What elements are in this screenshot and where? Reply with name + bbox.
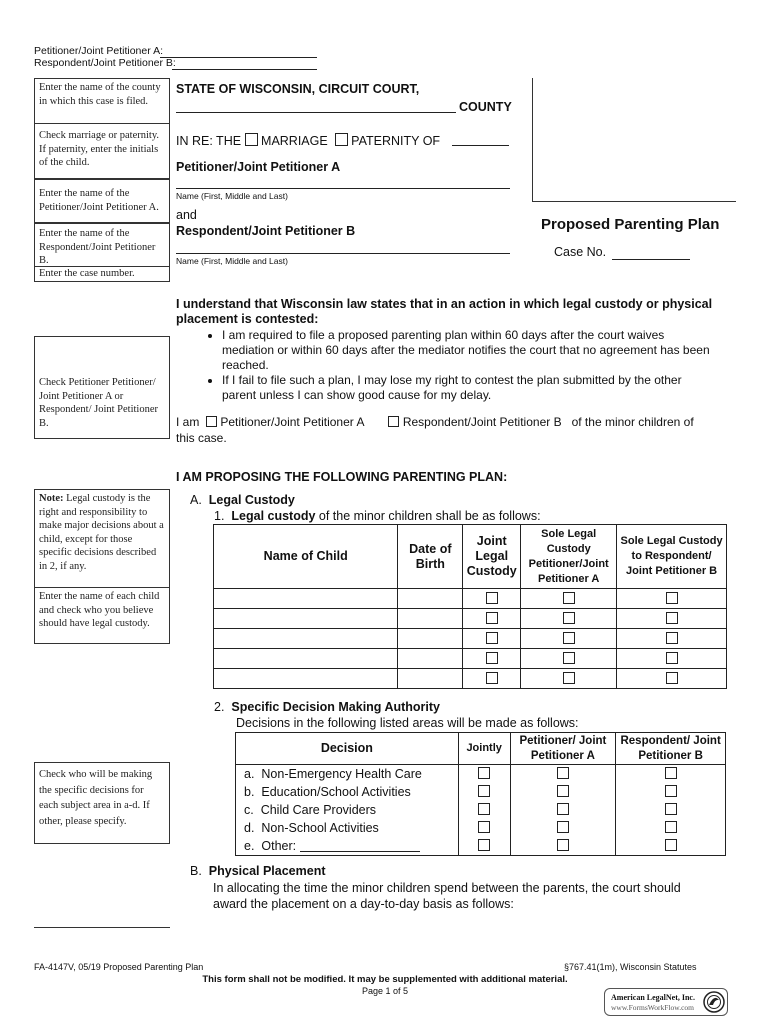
decision-title: Specific Decision Making Authority: [231, 700, 440, 714]
doc-title: [541, 216, 719, 233]
this-case-text: this case.: [176, 431, 227, 445]
col-sole-a: Sole Legal Custody Petitioner/Joint Petitioner A: [521, 525, 617, 589]
section-heading: [176, 470, 507, 484]
pet-a-checkbox[interactable]: [557, 785, 569, 797]
resp-b-cell: [616, 837, 726, 856]
decision-label: Education/School Activities: [261, 785, 411, 799]
joint-cell: [463, 589, 521, 609]
hint-county-text: Enter the name of the county in which this case is filed.: [39, 82, 161, 107]
decision-letter: b.: [244, 785, 255, 799]
dob-cell[interactable]: [398, 649, 463, 669]
decision-table: [235, 732, 726, 856]
legal-custody-heading: [190, 493, 295, 507]
custody-row: [214, 629, 727, 649]
county-suffix-text: COUNTY: [459, 100, 512, 114]
legal-custody-title: Legal Custody: [208, 493, 295, 507]
petitioner-header: [34, 45, 163, 57]
petitioner-name-caption-text: Name (First, Middle and Last): [176, 191, 288, 201]
col-jointly: Jointly: [458, 733, 510, 765]
and-label: [176, 208, 197, 222]
hint-decision-check: [34, 762, 170, 844]
pet-a-cell: [510, 837, 616, 856]
brand-badge: [604, 988, 728, 1016]
custody-row: [214, 589, 727, 609]
sole-a-checkbox[interactable]: [563, 672, 575, 684]
sole-b-cell: [617, 629, 727, 649]
and-text: and: [176, 208, 197, 222]
jointly-cell: [458, 819, 510, 837]
legal-custody-item-bold: Legal custody: [231, 509, 316, 523]
footer-statute-text: §767.41(1m), Wisconsin Statutes: [564, 962, 697, 972]
respondent-name-field[interactable]: [176, 241, 510, 254]
petitioner-heading: [176, 160, 340, 174]
decision-row: [236, 837, 726, 856]
placement-heading: [190, 864, 326, 878]
hint-child-names-text: Enter the name of each child and check who you believe should have legal custody.: [39, 591, 160, 629]
party-selection: [176, 415, 694, 429]
footer-page-text: Page 1 of 5: [361, 986, 409, 996]
dob-cell[interactable]: [398, 629, 463, 649]
decision-label: Non-School Activities: [261, 821, 379, 835]
paternity-checkbox[interactable]: [335, 133, 348, 146]
caption-divider-bottom: [532, 201, 736, 202]
county-suffix: [459, 100, 512, 114]
placement-letter: B.: [190, 864, 202, 878]
hint-decision-check-text: Check who will be making the specific decisions for each subject area in a-d. If other, please specify.: [39, 769, 153, 827]
paternity-label: PATERNITY OF: [351, 134, 441, 148]
decision-label-cell: [236, 765, 459, 784]
sole-a-cell: [521, 649, 617, 669]
marriage-label: MARRIAGE: [261, 134, 328, 148]
decision-label: Other:: [261, 839, 297, 853]
decision-heading: [214, 700, 440, 714]
footer-statute: [564, 962, 697, 972]
pet-a-checkbox[interactable]: [557, 767, 569, 779]
petitioner-name-caption: [176, 191, 288, 201]
col-pet-a: Petitioner/ Joint Petitioner A: [510, 733, 616, 765]
resp-b-checkbox[interactable]: [665, 821, 677, 833]
sole-b-checkbox[interactable]: [666, 672, 678, 684]
hint-petitioner-name: [34, 179, 170, 223]
joint-cell: [463, 629, 521, 649]
sole-a-checkbox[interactable]: [563, 612, 575, 624]
pet-a-checkbox[interactable]: [557, 803, 569, 815]
doc-title-text: Proposed Parenting Plan: [541, 216, 720, 233]
petitioner-heading-text: Petitioner/Joint Petitioner A: [176, 160, 341, 174]
sole-a-cell: [521, 609, 617, 629]
child-name-cell[interactable]: [214, 669, 398, 689]
decision-subtitle: [236, 716, 579, 730]
joint-checkbox[interactable]: [486, 592, 498, 604]
hint-note-label: Note:: [39, 493, 64, 504]
resp-b-checkbox[interactable]: [665, 785, 677, 797]
respondent-heading: [176, 224, 355, 238]
sole-b-cell: [617, 609, 727, 629]
jointly-checkbox[interactable]: [478, 803, 490, 815]
other-specify-field[interactable]: [300, 840, 420, 852]
hint-child-names: [34, 587, 170, 644]
decision-row: [236, 765, 726, 784]
respondent-name-caption: [176, 256, 288, 266]
joint-cell: [463, 609, 521, 629]
pet-a-cell: [510, 765, 616, 784]
resp-b-cell: [616, 819, 726, 837]
petitioner-a-option: Petitioner/Joint Petitioner A: [220, 415, 364, 429]
footnote-rule: [34, 927, 170, 928]
sole-a-cell: [521, 669, 617, 689]
jointly-checkbox[interactable]: [478, 839, 490, 851]
court-title: [176, 82, 419, 96]
legal-custody-table: [213, 524, 727, 689]
sole-b-cell: [617, 589, 727, 609]
legal-custody-item-rest: of the minor children shall be as follows:: [315, 509, 541, 523]
paternity-initials-field[interactable]: [452, 133, 509, 146]
joint-checkbox[interactable]: [486, 652, 498, 664]
sole-a-checkbox[interactable]: [563, 632, 575, 644]
brand-name: American LegalNet, Inc.: [611, 993, 695, 1002]
case-no-text: Case No.: [554, 245, 607, 259]
marriage-checkbox[interactable]: [245, 133, 258, 146]
decision-letter: c.: [244, 803, 254, 817]
custody-row: [214, 609, 727, 629]
hint-case-number: [34, 266, 170, 282]
decision-row: [236, 801, 726, 819]
footer-form-id-text: FA-4147V, 05/19 Proposed Parenting Plan: [34, 962, 204, 972]
jointly-cell: [458, 783, 510, 801]
decision-letter: d.: [244, 821, 255, 835]
col-joint: Joint Legal Custody: [463, 525, 521, 589]
decision-letter: a.: [244, 767, 255, 781]
child-name-cell[interactable]: [214, 589, 398, 609]
joint-checkbox[interactable]: [486, 612, 498, 624]
intro-bullets: [174, 328, 714, 403]
respondent-name-caption-text: Name (First, Middle and Last): [176, 256, 288, 266]
caption-divider: [532, 78, 533, 202]
respondent-header: [34, 57, 176, 69]
jointly-checkbox[interactable]: [478, 821, 490, 833]
sole-a-checkbox[interactable]: [563, 652, 575, 664]
joint-cell: [463, 649, 521, 669]
in-re-text: IN RE: THE: [176, 134, 242, 148]
pet-a-checkbox[interactable]: [557, 821, 569, 833]
legal-custody-item: [214, 509, 541, 523]
col-sole-b: Sole Legal Custody to Respondent/ Joint Petitioner B: [617, 525, 727, 589]
hint-respondent-name: [34, 223, 170, 267]
dob-cell[interactable]: [398, 669, 463, 689]
child-name-cell[interactable]: [214, 609, 398, 629]
legal-custody-letter: A.: [190, 493, 202, 507]
case-no-label: [554, 245, 606, 259]
hint-petitioner-name-text: Enter the name of the Petitioner/Joint Petitioner A.: [39, 188, 159, 213]
child-name-cell[interactable]: [214, 629, 398, 649]
respondent-header-label: Respondent/Joint Petitioner B:: [34, 57, 176, 69]
jointly-cell: [458, 801, 510, 819]
decision-item-num: 2.: [214, 700, 225, 714]
footer-notice-text: This form shall not be modified. It may be supplemented with additional material.: [202, 974, 568, 985]
decision-row: [236, 819, 726, 837]
sole-b-checkbox[interactable]: [666, 612, 678, 624]
resp-b-cell: [616, 765, 726, 784]
custody-row: [214, 649, 727, 669]
resp-b-cell: [616, 783, 726, 801]
sole-b-cell: [617, 669, 727, 689]
decision-row: [236, 783, 726, 801]
jointly-checkbox[interactable]: [478, 767, 490, 779]
intro-statement-text: I understand that Wisconsin law states that in an action in which legal custody or physical placement is contested:: [176, 297, 713, 326]
col-child-name: Name of Child: [214, 525, 398, 589]
decision-subtitle-text: Decisions in the following listed areas will be made as follows:: [236, 716, 579, 730]
minor-children-text: of the minor children of: [571, 415, 694, 429]
this-case: [176, 431, 227, 445]
joint-checkbox[interactable]: [486, 632, 498, 644]
hint-case-number-text: Enter the case number.: [39, 268, 135, 279]
pet-a-checkbox[interactable]: [557, 839, 569, 851]
respondent-header-field[interactable]: [172, 57, 317, 70]
respondent-b-option: Respondent/Joint Petitioner B: [402, 415, 562, 429]
dob-cell[interactable]: [398, 609, 463, 629]
decision-label: Non-Emergency Health Care: [261, 767, 422, 781]
court-title-text: STATE OF WISCONSIN, CIRCUIT COURT,: [176, 82, 420, 96]
resp-b-checkbox[interactable]: [665, 803, 677, 815]
decision-label: Child Care Providers: [260, 803, 377, 817]
county-field[interactable]: [176, 100, 456, 113]
hint-county: [34, 78, 170, 123]
pet-a-cell: [510, 783, 616, 801]
sole-a-cell: [521, 589, 617, 609]
joint-checkbox[interactable]: [486, 672, 498, 684]
section-heading-text: I AM PROPOSING THE FOLLOWING PARENTING PLAN:: [176, 470, 508, 484]
petitioner-a-checkbox[interactable]: [206, 416, 217, 427]
brand-logo-icon: [703, 991, 725, 1013]
respondent-heading-text: Respondent/Joint Petitioner B: [176, 224, 356, 238]
jointly-cell: [458, 837, 510, 856]
decision-label-cell: [236, 783, 459, 801]
legal-custody-item-num: 1.: [214, 509, 225, 523]
placement-title: Physical Placement: [208, 864, 326, 878]
jointly-checkbox[interactable]: [478, 785, 490, 797]
sole-b-cell: [617, 649, 727, 669]
sole-a-cell: [521, 629, 617, 649]
col-resp-b: Respondent/ Joint Petitioner B: [616, 733, 726, 765]
in-re-line: [176, 133, 440, 148]
intro-bullet-2: • If I fail to file such a plan, I may lose my right to contest the plan submitted by the other parent unless I can show good cause for my delay.: [222, 373, 714, 403]
placement-text: [213, 880, 693, 912]
petitioner-name-field[interactable]: [176, 176, 510, 189]
hint-marriage: [34, 123, 170, 179]
hint-note: [34, 489, 170, 587]
decision-letter: e.: [244, 839, 255, 853]
custody-row: [214, 669, 727, 689]
i-am-text: I am: [176, 415, 200, 429]
pet-a-cell: [510, 819, 616, 837]
resp-b-cell: [616, 801, 726, 819]
footer-form-id: [34, 962, 203, 972]
decision-label-cell: [236, 801, 459, 819]
hint-marriage-text: Check marriage or paternity. If paternity, enter the initials of the child.: [39, 130, 160, 168]
col-decision: Decision: [236, 733, 459, 765]
hint-check-party-text: Check Petitioner Petitioner/ Joint Petitioner A or Respondent/ Joint Petitioner B.: [39, 377, 158, 429]
pet-a-cell: [510, 801, 616, 819]
sole-a-checkbox[interactable]: [563, 592, 575, 604]
joint-cell: [463, 669, 521, 689]
resp-b-checkbox[interactable]: [665, 767, 677, 779]
sole-b-checkbox[interactable]: [666, 652, 678, 664]
child-name-cell[interactable]: [214, 649, 398, 669]
footer-notice: [0, 974, 770, 985]
decision-label-cell: [236, 837, 459, 856]
sole-b-checkbox[interactable]: [666, 632, 678, 644]
decision-label-cell: [236, 819, 459, 837]
placement-text-body: In allocating the time the minor children spend between the parents, the court should award the placement on a day-to-day basis as follows:: [213, 881, 681, 911]
hint-check-party: [34, 336, 170, 439]
case-no-field[interactable]: [612, 247, 690, 260]
petitioner-header-label: Petitioner/Joint Petitioner A:: [34, 45, 163, 57]
hint-note-text: Legal custody is the right and responsibility to make major decisions about a child, except for those specific decisions described in 2, if any.: [39, 493, 164, 572]
dob-cell[interactable]: [398, 589, 463, 609]
hint-respondent-name-text: Enter the name of the Respondent/Joint Petitioner B.: [39, 228, 156, 266]
resp-b-checkbox[interactable]: [665, 839, 677, 851]
col-dob: Date of Birth: [398, 525, 463, 589]
intro-statement: [176, 297, 731, 327]
intro-bullet-1: • I am required to file a proposed parenting plan within 60 days after the court waives mediation or within 60 days after the mediator notifies the court that no agreement has been reached.: [222, 328, 714, 373]
jointly-cell: [458, 765, 510, 784]
brand-url: www.FormsWorkFlow.com: [611, 1003, 695, 1012]
respondent-b-checkbox[interactable]: [388, 416, 399, 427]
sole-b-checkbox[interactable]: [666, 592, 678, 604]
